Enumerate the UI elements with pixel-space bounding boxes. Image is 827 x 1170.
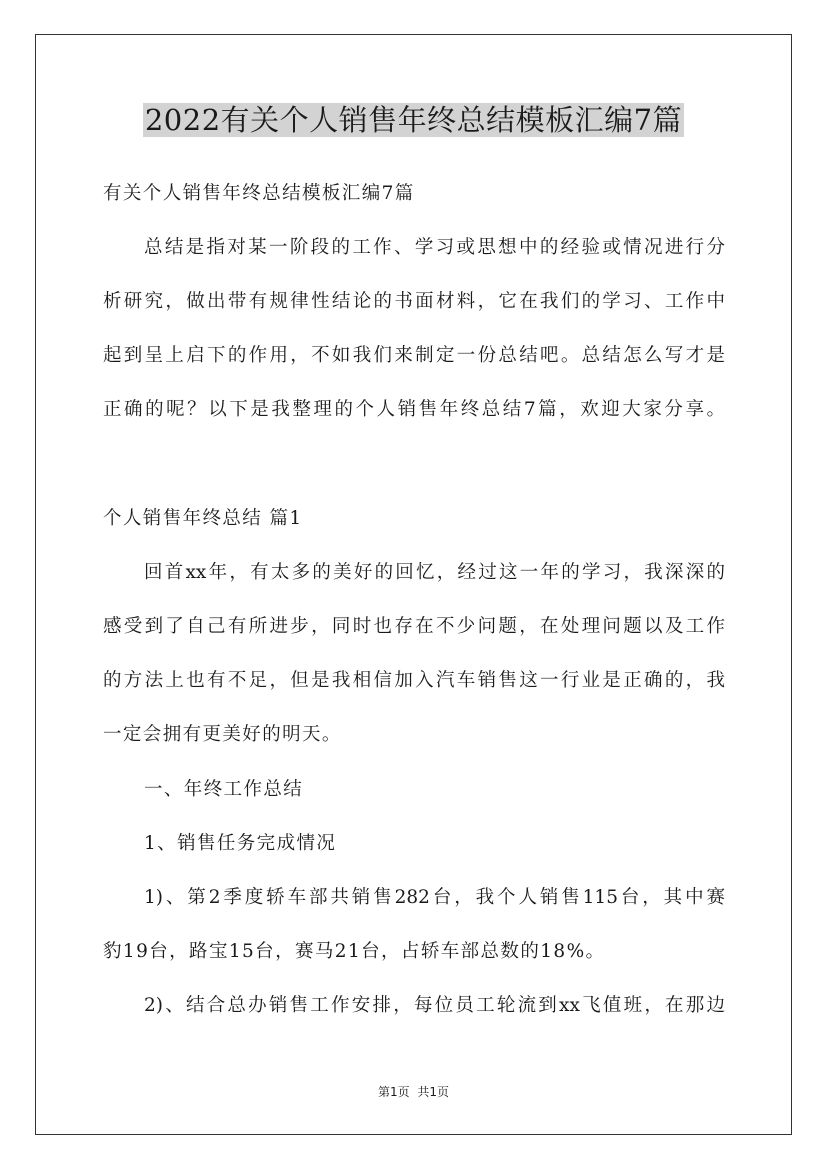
paragraph-line-2: 感受到了自己有所进步，同时也存在不少问题，在处理问题以及工作 bbox=[103, 616, 725, 637]
intro-line-2: 析研究，做出带有规律性结论的书面材料，它在我们的学习、工作中 bbox=[103, 291, 725, 312]
list-item-1-line-2: 豹19台，路宝15台，赛马21台，占轿车部总数的18%。 bbox=[103, 941, 606, 962]
page-number: 第1页 bbox=[378, 1085, 410, 1099]
sub-heading-sales-tasks: 1、销售任务完成情况 bbox=[144, 833, 337, 854]
sub-heading-annual-summary: 一、年终工作总结 bbox=[144, 779, 304, 800]
document-title bbox=[0, 100, 827, 140]
document-subtitle: 有关个人销售年终总结模板汇编7篇 bbox=[103, 183, 415, 204]
document-title-text: 2022有关个人销售年终总结模板汇编7篇 bbox=[144, 103, 683, 137]
paragraph-line-1: 回首xx年，有太多的美好的回忆，经过这一年的学习，我深深的 bbox=[144, 562, 725, 583]
page-total: 共1页 bbox=[417, 1085, 449, 1099]
page-footer bbox=[0, 1084, 827, 1100]
section-heading: 个人销售年终总结 篇1 bbox=[103, 508, 303, 529]
paragraph-line-3: 的方法上也有不足，但是我相信加入汽车销售这一行业是正确的，我 bbox=[103, 670, 725, 691]
list-item-1-line-1: 1)、第2季度轿车部共销售282台，我个人销售115台，其中赛 bbox=[144, 887, 725, 908]
paragraph-line-4: 一定会拥有更美好的明天。 bbox=[103, 724, 342, 745]
list-item-2-line-1: 2)、结合总办销售工作安排，每位员工轮流到xx飞值班，在那边 bbox=[144, 995, 725, 1016]
intro-line-3: 起到呈上启下的作用，不如我们来制定一份总结吧。总结怎么写才是 bbox=[103, 345, 725, 366]
intro-line-1: 总结是指对某一阶段的工作、学习或思想中的经验或情况进行分 bbox=[144, 237, 725, 258]
intro-line-4: 正确的呢？以下是我整理的个人销售年终总结7篇，欢迎大家分享。 bbox=[103, 399, 725, 420]
